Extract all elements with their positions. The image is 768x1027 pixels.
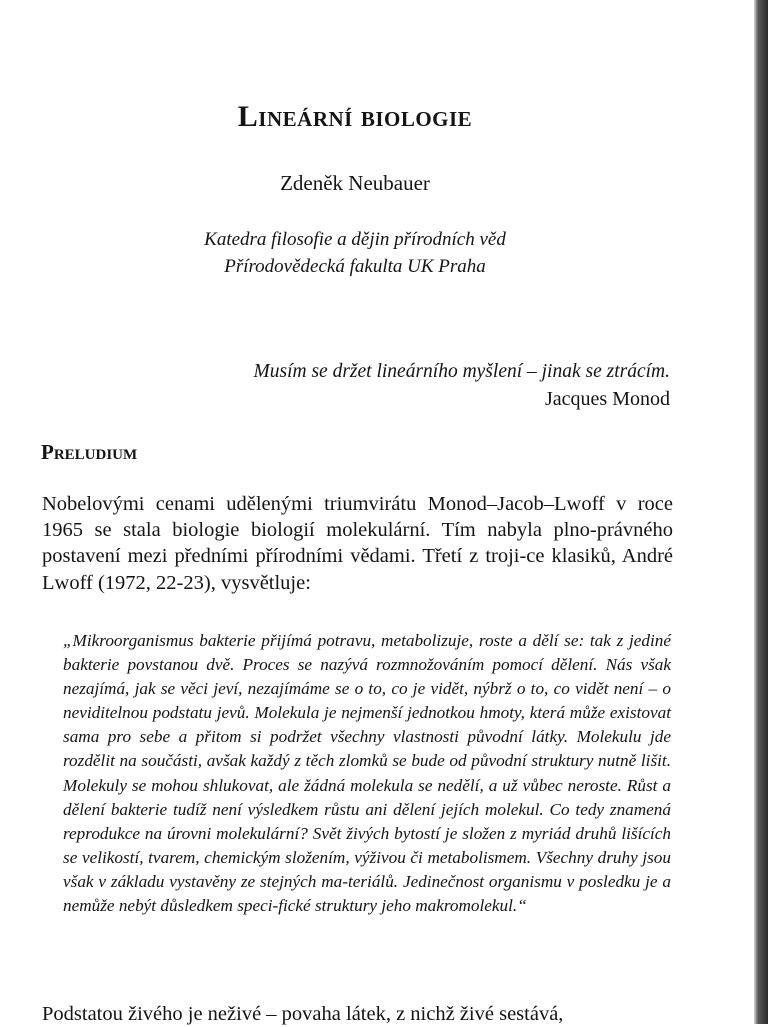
epigraph-author: Jacques Monod: [545, 388, 670, 410]
epigraph-text: Musím se držet lineárního myšlení – jinak se ztrácím.: [253, 361, 670, 382]
page-title: Lineární biologie: [237, 100, 473, 133]
page-scan-edge: [754, 0, 768, 1024]
section-heading: Preludium: [41, 440, 138, 464]
body-paragraph: Nobelovými cenami udělenými triumvirátu Monod–Jacob–Lwoff v roce 1965 se stala biologie biologií molekulární. Tím nabyla plno-právného postavení mezi předními přírodními vědami. Třetí z troji-ce klasiků, André Lwoff (1972, 22-23), vysvětluje:: [42, 493, 673, 594]
affiliation-department: Katedra filosofie a dějin přírodních věd: [204, 229, 506, 250]
author-name: Zdeněk Neubauer: [280, 171, 430, 195]
affiliation-faculty: Přírodovědecká fakulta UK Praha: [224, 256, 486, 277]
block-quote: „Mikroorganismus bakterie přijímá potravu, metabolizuje, roste a dělí se: tak z jediné bakterie povstanou dvě. Proces se nazývá rozmnožováním pomocí dělení. Nás však nezajímá, jak se věci jeví, nezajímáme se o to, co je vidět, nýbrž o to, co vidět není – o neviditelnou podstatu jevů. Molekula je nejmenší jednotkou hmoty, která může existovat sama pro sebe a přitom si podržet všechny vlastnosti původní látky. Molekulu jde rozdělit na součásti, avšak každý z těch zlomků se bude od původní struktury nutně lišit. Molekuly se mohou shlukovat, ale žádná molekula se nedělí, a už vůbec neroste. Růst a dělení bakterie tudíž není výsledkem růstu ani dělení jejích molekul. Co tedy znamená reprodukce na úrovni molekulární? Svět živých bytostí je složen z myriád druhů lišících se velikostí, tvarem, chemickým složením, výživou či metabolismem. Všechny druhy jsou však v základu vystavěny ze stejných ma-teriálů. Jedinečnost organismu v posledku je a nemůže nebýt důsledkem speci-fické struktury jeho makromolekul.“: [63, 631, 671, 916]
body-paragraph-continued: Podstatou živého je neživé – povaha látek, z nichž živé sestává,: [42, 1003, 564, 1025]
